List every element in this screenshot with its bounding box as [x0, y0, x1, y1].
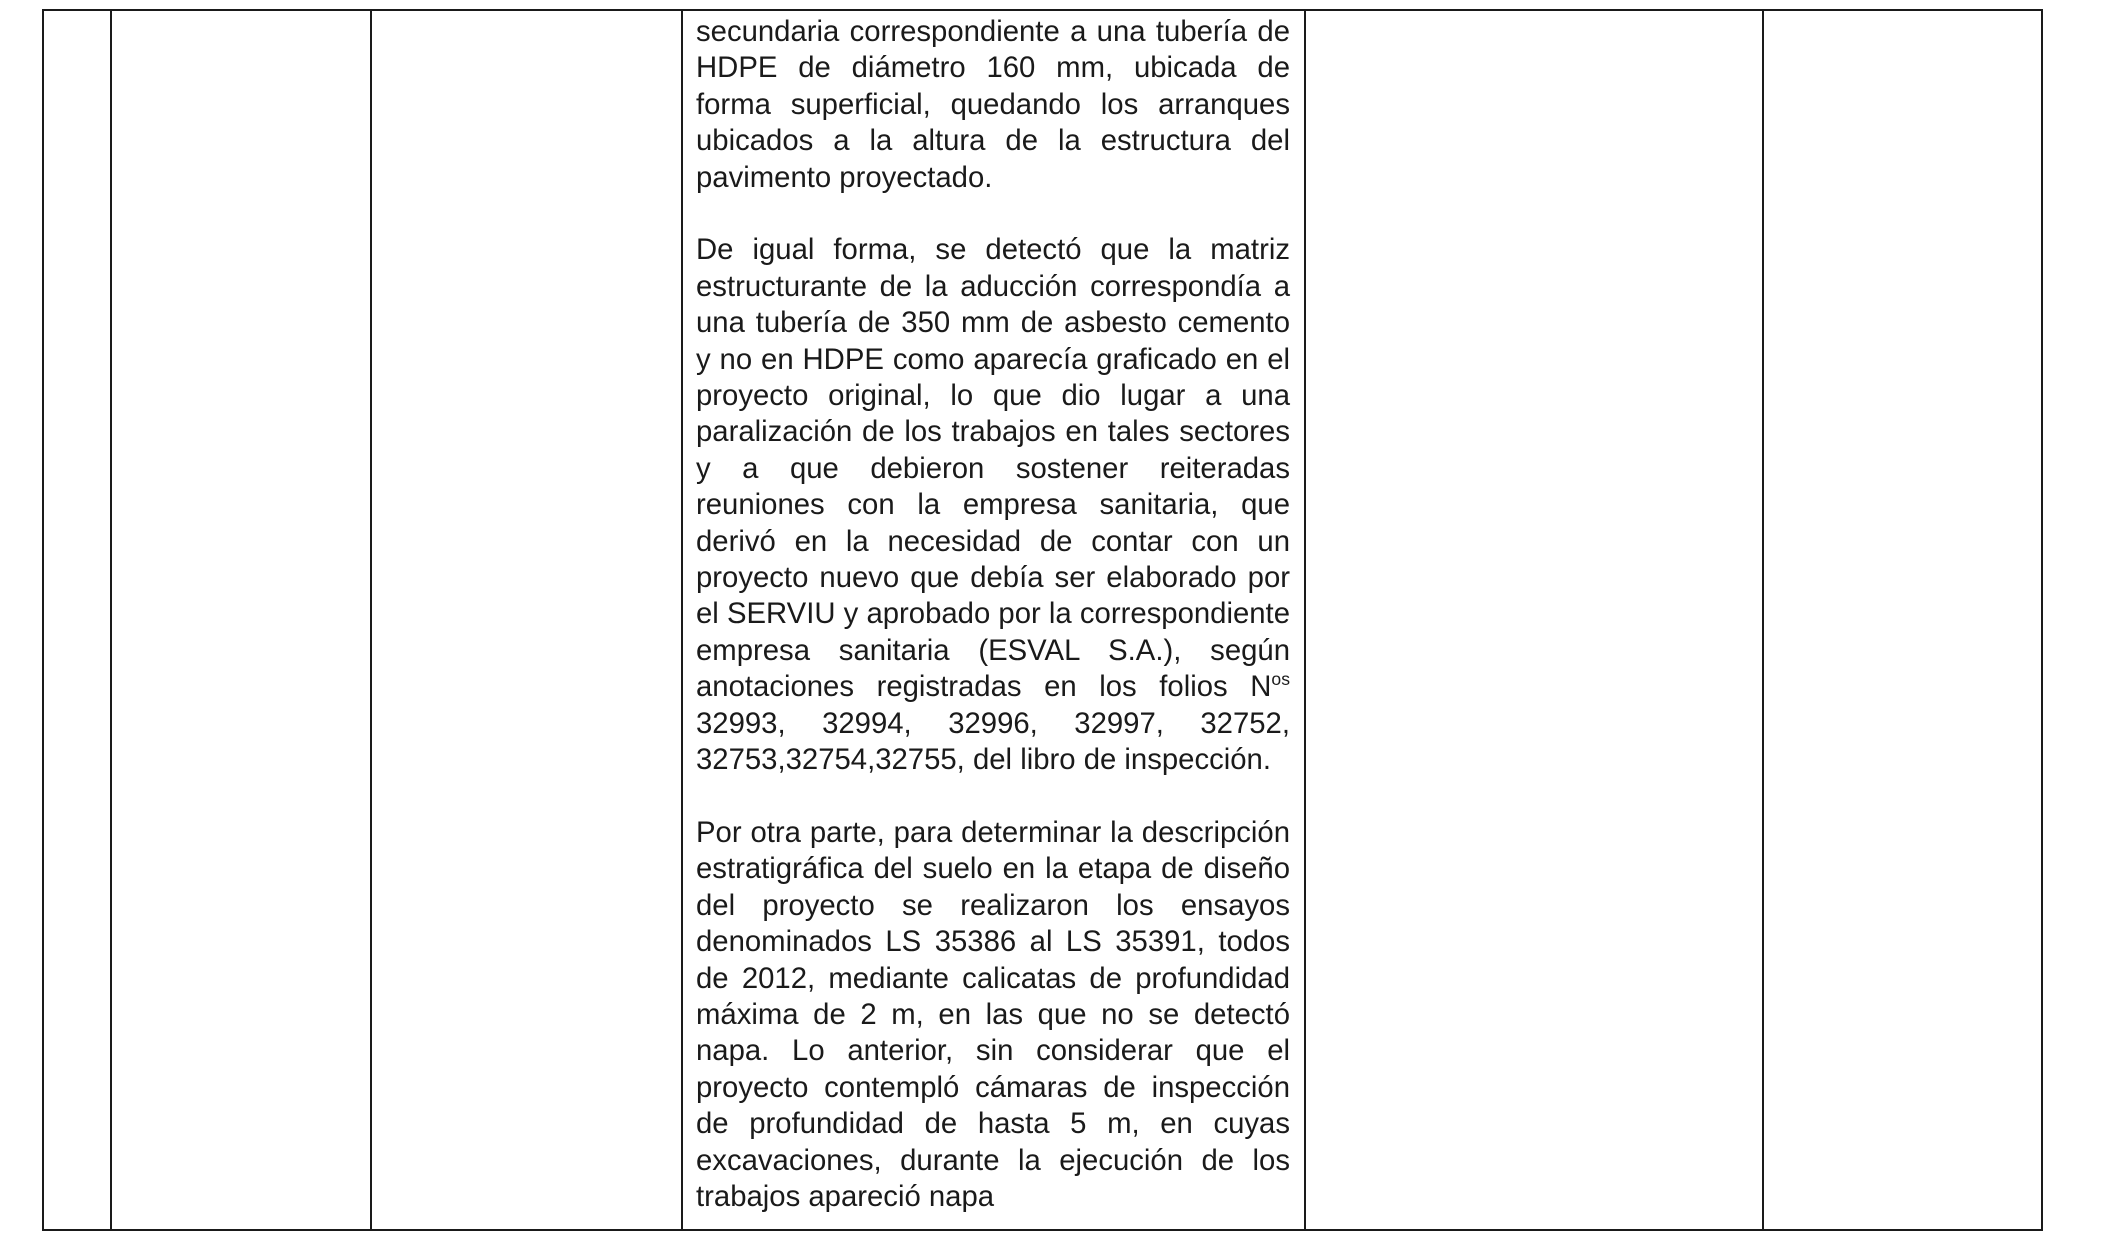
table-cell-column-3 [371, 10, 682, 1230]
observation-paragraph-2-folios: 32993, 32994, 32996, 32997, 32752, 32753,32754,32755, del libro de inspección. [696, 706, 1290, 777]
observation-paragraph-3: Por otra parte, para determinar la descripción estratigráfica del suelo en la etapa de diseño del proyecto se realizaron los ensayos denominados LS 35386 al LS 35391, todos de 2012, mediante calicatas de profundidad máxima de 2 m, en las que no se detectó napa. Lo anterior, sin considerar que el proyecto contempló cámaras de inspección de profundidad de hasta 5 m, en cuyas excavaciones, durante la ejecución de los trabajos apareció napa [696, 815, 1290, 1213]
plural-number-superscript: os [1271, 669, 1290, 690]
table-cell-column-2 [111, 10, 371, 1230]
observation-paragraph-1: secundaria correspondiente a una tubería de HDPE de diámetro 160 mm, ubicada de forma superficial, quedando los arranques ubicados a la altura de la estructura del pavimento proyectado. [696, 15, 1290, 194]
table-row [43, 10, 2042, 1230]
observation-paragraph-2 [696, 232, 1290, 778]
document-table [42, 9, 2043, 1231]
observation-paragraph-2-text: De igual forma, se detectó que la matriz estructurante de la aducción correspondía a una tubería de 350 mm de asbesto cemento y no en HDPE como aparecía graficado en el proyecto original, lo que dio lugar a una paralización de los trabajos en tales sectores y a que debieron sostener reiteradas reuniones con la empresa sanitaria, que derivó en la necesidad de contar con un proyecto nuevo que debía ser elaborado por el SERVIU y aprobado por la correspondiente empresa sanitaria (ESVAL S.A.), según anotaciones registradas en los folios N [696, 233, 1290, 704]
table-cell-observations [682, 10, 1305, 1230]
observation-text [683, 11, 1304, 1215]
table-cell-number [43, 10, 111, 1230]
table-cell-column-5 [1305, 10, 1763, 1230]
table-cell-column-6 [1763, 10, 2042, 1230]
